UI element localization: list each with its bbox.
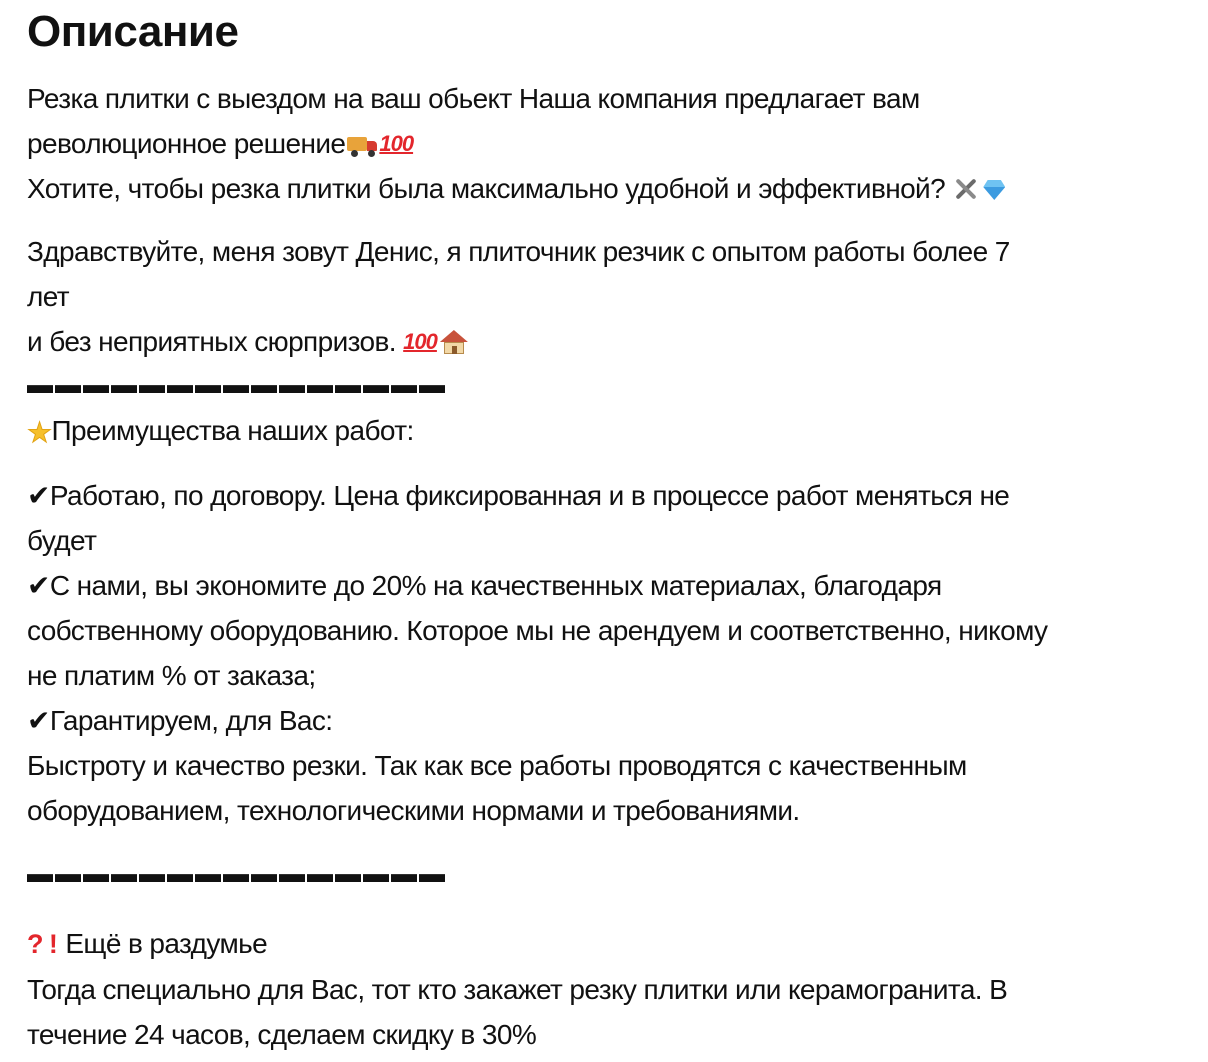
advantage-item-3-text: Гарантируем, для Вас:	[49, 705, 333, 736]
promo-line-2: течение 24 часов, сделаем скидку в 30%	[27, 1019, 537, 1050]
intro-line-2	[27, 121, 1168, 166]
advantage-item-1-cont: будет	[27, 525, 97, 556]
greeting-line-3	[27, 319, 1168, 364]
check-mark-icon: ✔	[27, 480, 50, 511]
hundred-points-icon: 100	[379, 131, 414, 156]
greeting-line-2: лет	[27, 281, 70, 312]
promo-title-text: Ещё в раздумье	[65, 928, 268, 959]
intro-line-2-text: революционное решение	[27, 128, 346, 159]
description-heading: Описание	[27, 7, 239, 56]
delivery-truck-icon	[347, 135, 379, 157]
advantage-item-2	[27, 563, 1168, 608]
divider-line: ▬▬▬▬▬▬▬▬▬▬▬▬▬▬▬	[27, 369, 447, 399]
advantage-item-3-cont-2: оборудованием, технологическими нормами и требованиями.	[27, 795, 800, 826]
promo-line-1: Тогда специально для Вас, тот кто закажет резку плитки или керамогранита. В	[27, 974, 1008, 1005]
intro-line-3	[27, 166, 1168, 211]
advantage-item-1	[27, 473, 1168, 518]
greeting-line-1: Здравствуйте, меня зовут Денис, я плиточник резчик с опытом работы более 7	[27, 236, 1010, 267]
hundred-points-icon: 100	[403, 329, 437, 354]
red-exclamation-mark-icon: !	[48, 929, 58, 959]
check-mark-icon: ✔	[27, 570, 50, 601]
advantage-item-3-cont-1: Быстроту и качество резки. Так как все работы проводятся с качественным	[27, 750, 967, 781]
greeting-line-3-text: и без неприятных сюрпризов.	[27, 326, 404, 357]
advantages-title	[27, 408, 1168, 453]
star-icon: ★	[27, 417, 52, 448]
hammer-wrench-icon	[952, 176, 980, 202]
advantage-item-1-text: Работаю, по договору. Цена фиксированная и в процессе работ меняться не	[49, 480, 1010, 511]
advantage-item-2-text: С нами, вы экономите до 20% на качественных материалах, благодаря	[49, 570, 942, 601]
house-icon	[440, 329, 468, 355]
divider-line: ▬▬▬▬▬▬▬▬▬▬▬▬▬▬▬	[27, 858, 447, 888]
check-mark-icon: ✔	[27, 705, 50, 736]
advantage-item-2-cont-1: собственному оборудованию. Которое мы не арендуем и соответственно, никому	[27, 615, 1048, 646]
advantage-item-3	[27, 698, 1168, 743]
intro-line-3-text: Хотите, чтобы резка плитки была максимально удобной и эффективной?	[27, 173, 953, 204]
red-question-mark-icon: ?	[27, 929, 43, 959]
advantage-item-2-cont-2: не платим % от заказа;	[27, 660, 316, 691]
gem-stone-icon	[980, 178, 1008, 202]
advantages-title-text: Преимущества наших работ:	[51, 415, 414, 446]
intro-line-1: Резка плитки с выездом на ваш обьект Наша компания предлагает вам	[27, 83, 920, 114]
promo-title	[27, 921, 1168, 967]
